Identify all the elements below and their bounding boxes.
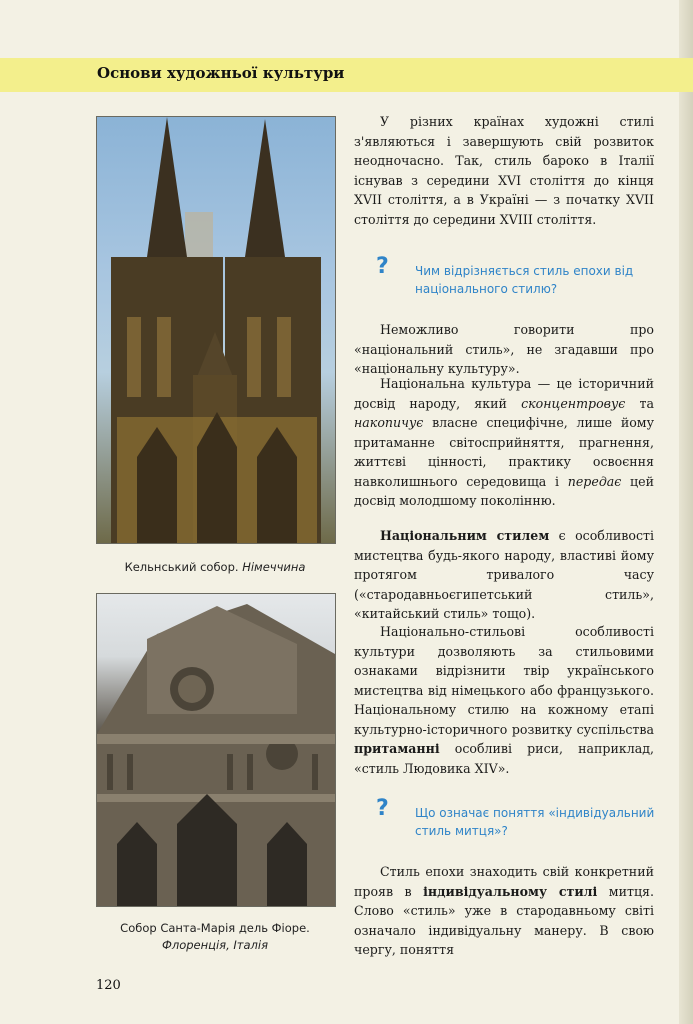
p5-part-b: особливі риси, наприклад, «стиль Людовика XIV».: [354, 741, 654, 776]
p3-em-3: передає: [567, 473, 622, 489]
p5-part-a: Національно-стильові особливості культури дозволяють за стильовими ознаками відрізнити твір українського мистецтва від німецького або французького. Національному стилю на кожному етапі культурно-історичного розвитку суспільства: [354, 624, 654, 737]
p3-part-a: Національна культура — це історичний досвід народу, який: [354, 376, 654, 411]
page-number: 120: [96, 978, 121, 993]
caption-title: Собор Санта-Марія дель Фіоре.: [120, 921, 310, 935]
paragraph-6: [354, 862, 654, 960]
florence-cathedral-illustration: [97, 594, 335, 906]
p6-bold: індивідуальному стилі: [423, 883, 598, 899]
caption-location: Німеччина: [242, 560, 306, 574]
paragraph-4: [354, 526, 654, 624]
p3-part-d: цей досвід молодшому поколінню.: [354, 473, 654, 508]
question-icon: ?: [376, 796, 389, 821]
paragraph-1: [354, 112, 654, 229]
p3-part-b: та: [625, 395, 655, 411]
question-icon: ?: [376, 254, 389, 279]
p4-rest: є особливості мистецтва будь-якого народу, властиві йому протягом тривалого часу («стародавньоєгипетський стиль», «китайський стиль» тощо).: [354, 528, 654, 621]
page-edge: [679, 0, 693, 1024]
florence-cathedral-photo: [96, 593, 336, 907]
p5-bold: притаманні: [354, 741, 440, 756]
p6-part-b: митця. Слово «стиль» уже в стародавньому світі означало індивідуальну манеру. В свою чергу, поняття: [354, 883, 654, 957]
p3-em-1: сконцентровує: [521, 395, 626, 411]
figure-caption-cologne: [96, 559, 334, 576]
caption-title: Кельнський собор.: [124, 560, 239, 574]
p4-term: Національним стилем: [380, 528, 550, 543]
p3-em-2: накопичує: [354, 415, 424, 430]
figure-caption-florence: [96, 920, 334, 954]
paragraph-2: [354, 320, 654, 379]
page-header-title: Основи художньої культури: [97, 64, 345, 82]
caption-location: Флоренція, Італія: [161, 938, 269, 952]
p6-part-a: Стиль епохи знаходить свій конкретний прояв в: [354, 864, 654, 899]
question-1: Чим відрізняється стиль епохи від національного стилю?: [415, 264, 634, 296]
p3-part-c: власне специфічне, лише йому притаманне світосприйняття, прагнення, життєві цінності, практику освоєння навколишнього середовища і: [354, 415, 654, 489]
cologne-cathedral-photo: [96, 116, 336, 544]
question-2: Що означає поняття «індивідуальний стиль митця»?: [415, 806, 655, 838]
paragraph-5: [354, 622, 654, 778]
paragraph-1-text: У різних країнах художні стилі з'являються і завершують свій розвиток неодночасно. Так, стиль бароко в Італії існував з середини XVI століття до кінця XVII століття, а в Україні — з початку XVII століття до середини XVIII століття.: [354, 114, 654, 227]
paragraph-2-text: Неможливо говорити про «національний стиль», не згадавши про «національну культуру».: [354, 322, 654, 376]
cologne-cathedral-illustration: [97, 117, 335, 543]
paragraph-3: [354, 374, 654, 511]
